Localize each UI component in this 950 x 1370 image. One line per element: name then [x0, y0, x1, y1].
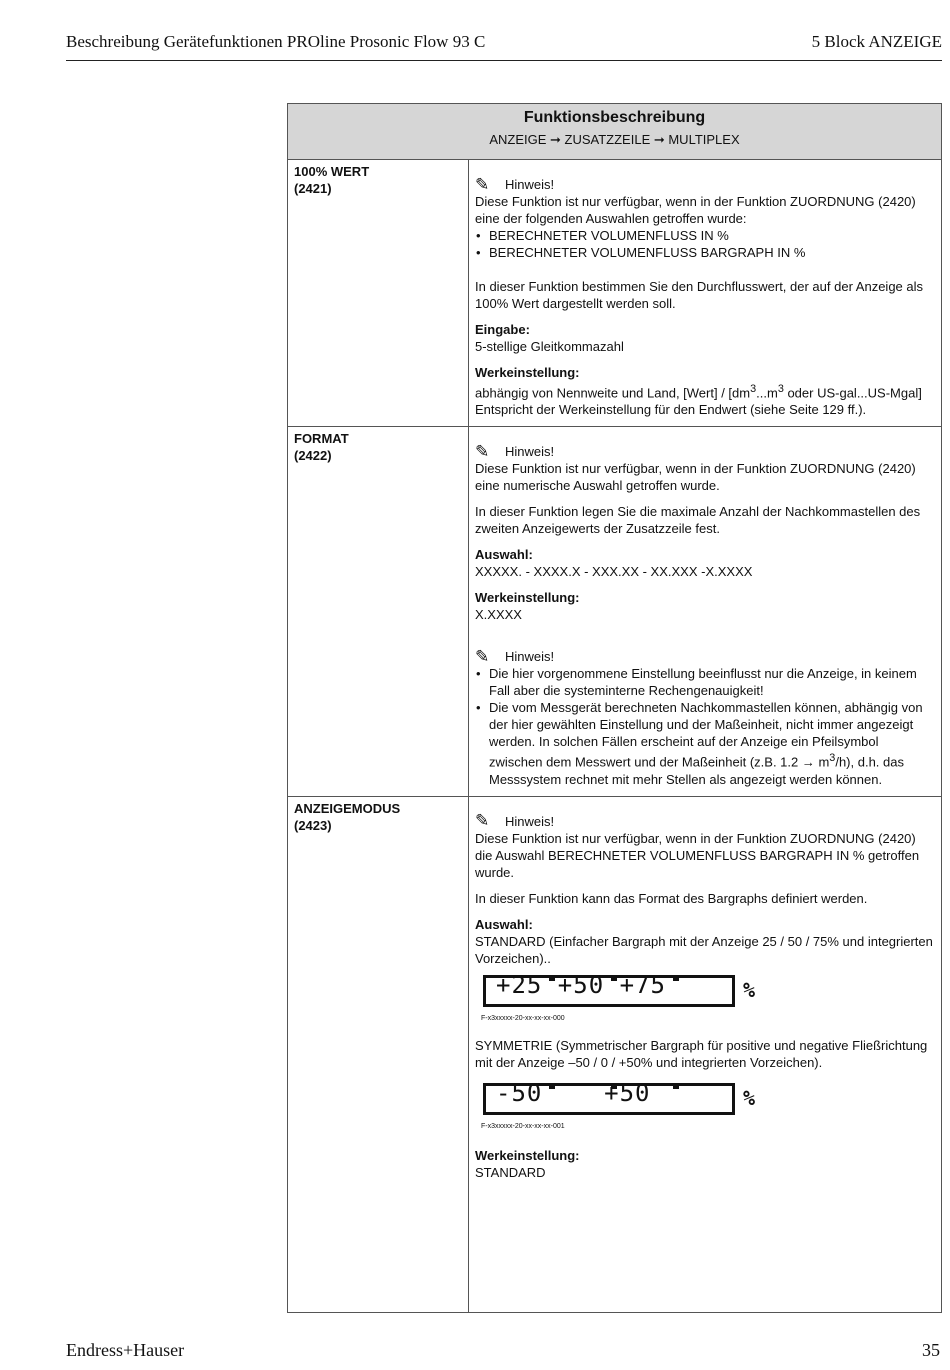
bargraph-symmetry-figure [481, 1078, 935, 1135]
list-item: • BERECHNETER VOLUMENFLUSS BARGRAPH IN % [475, 244, 935, 261]
table-header [288, 104, 942, 160]
pencil-icon: ✎ [475, 441, 490, 461]
hint-heading [475, 443, 935, 460]
function-description-cell [469, 427, 942, 796]
pencil-icon: ✎ [475, 174, 490, 194]
choice-label: Auswahl: [475, 916, 533, 932]
hint-list [475, 665, 935, 787]
lcd-text: +25 +50 +75 [496, 970, 666, 999]
default-value [475, 381, 935, 401]
list-text-part: Die vom Messgerät berechneten Nachkommastellen können, abhängig von der hier gewählten Einstellung und der Maßeinheit, nicht immer angezeigt werden. In solchen Fällen erscheint auf der Anzeige ein Pfeilsymbol zwischen dem Messwert und der Maßeinheit (z.B. 1.2 → m [489, 700, 923, 770]
function-name: FORMAT [294, 431, 349, 447]
function-table [287, 103, 942, 1313]
bargraph-standard-figure [481, 970, 935, 1027]
hint-text: Diese Funktion ist nur verfügbar, wenn in der Funktion ZUORDNUNG (2420) die Auswahl BERECHNETER VOLUMENFLUSS BARGRAPH IN % getroffen wurde. [475, 830, 920, 880]
function-name: 100% WERT [294, 164, 370, 179]
figure-caption: F-x3xxxxx-20-xx-xx-xx-001 [481, 1122, 565, 1130]
lcd-display [483, 1078, 935, 1115]
function-code: (2421) [294, 181, 332, 196]
function-text: In dieser Funktion legen Sie die maximale Anzahl der Nachkommastellen des zweiten Anzeigewerts der Zusatzzeile fest. [475, 504, 921, 537]
function-name: ANZEIGEMODUS [294, 800, 401, 816]
function-description-cell [469, 796, 942, 1312]
default-label: Werkeinstellung: [475, 590, 580, 606]
page-number: 35 [922, 1340, 940, 1360]
table-row [288, 160, 942, 427]
function-code: (2422) [294, 448, 332, 464]
default-note: Entspricht der Werkeinstellung für den Endwert (siehe Seite 129 ff.). [475, 402, 867, 418]
list-item: • Die hier vorgenommene Einstellung beeinflusst nur die Anzeige, in keinem Fall aber die systeminterne Rechengenauigkeit! [475, 665, 935, 699]
lcd-tick [673, 1083, 679, 1089]
lcd-tick [673, 975, 679, 981]
default-value: STANDARD [475, 1164, 546, 1180]
lcd-frame [483, 970, 735, 1007]
default-text-part: ...m [756, 385, 778, 401]
function-code: (2423) [294, 817, 332, 833]
pencil-icon: ✎ [475, 811, 490, 831]
input-value: 5-stellige Gleitkommazahl [475, 339, 624, 354]
figure-caption: F-x3xxxxx-20-xx-xx-xx-000 [481, 1014, 565, 1022]
menu-path: ANZEIGE ➞ ZUSATZZEILE ➞ MULTIPLEX [489, 132, 740, 147]
hint-label: Hinweis! [505, 649, 555, 665]
header-rule [66, 60, 942, 61]
table-row [288, 427, 942, 796]
header-title: Beschreibung Gerätefunktionen PROline Prosonic Flow 93 C [66, 32, 486, 51]
hint-text: Diese Funktion ist nur verfügbar, wenn in der Funktion ZUORDNUNG (2420) eine der folgenden Auswahlen getroffen wurde: [475, 194, 916, 226]
hint-list [475, 227, 935, 261]
lcd-frame [483, 1078, 735, 1115]
default-text-part: abhängig von Nennweite und Land, [Wert] / [dm [475, 385, 751, 401]
lcd-display [483, 970, 935, 1007]
function-description-cell [469, 160, 942, 427]
hint-label: Hinweis! [505, 813, 555, 829]
superscript: 3 [829, 752, 836, 765]
list-item [475, 699, 935, 787]
table-title: Funktionsbeschreibung [523, 109, 706, 126]
function-text: In dieser Funktion bestimmen Sie den Durchflusswert, der auf der Anzeige als 100% Wert dargestellt werden soll. [475, 279, 924, 311]
choice-value: XXXXX. - XXXX.X - XXX.XX - XX.XXX -X.XXXX [475, 564, 753, 580]
superscript: 3 [777, 383, 784, 395]
lcd-percent: % [743, 1086, 756, 1111]
pencil-icon: ✎ [475, 646, 490, 666]
footer-brand: Endress+Hauser [66, 1340, 185, 1360]
hint-label: Hinweis! [505, 444, 555, 460]
default-label: Werkeinstellung: [475, 1147, 580, 1163]
list-text-part: /h), d.h. das Messsystem rechnet mit mehr Stellen als angezeigt werden können. [489, 754, 904, 787]
symmetry-text: SYMMETRIE (Symmetrischer Bargraph für positive und negative Fließrichtung mit der Anzeige –50 / 0 / +50% und integrierten Vorzeichen). [475, 1037, 928, 1070]
table-row [288, 796, 942, 1312]
hint-heading [475, 813, 935, 830]
lcd-percent: % [743, 978, 756, 1003]
choice-value: STANDARD (Einfacher Bargraph mit der Anzeige 25 / 50 / 75% und integrierten Vorzeichen).. [475, 933, 933, 966]
input-label: Eingabe: [475, 322, 530, 337]
superscript: 3 [750, 383, 757, 395]
choice-label: Auswahl: [475, 547, 533, 563]
default-value: X.XXXX [475, 607, 522, 623]
function-text: In dieser Funktion kann das Format des Bargraphs definiert werden. [475, 890, 868, 906]
hint-label: Hinweis! [505, 177, 555, 192]
default-label: Werkeinstellung: [475, 365, 580, 380]
list-item: • BERECHNETER VOLUMENFLUSS IN % [475, 227, 935, 244]
lcd-text: -50 +50 [496, 1078, 651, 1107]
default-text-part: oder US-gal...US-Mgal] [783, 385, 922, 401]
function-name-cell [288, 796, 469, 1312]
hint-text: Diese Funktion ist nur verfügbar, wenn in der Funktion ZUORDNUNG (2420) eine numerische Auswahl getroffen wurde. [475, 461, 916, 494]
hint-heading [475, 176, 935, 193]
function-name-cell [288, 160, 469, 427]
header-section: 5 Block ANZEIGE [811, 32, 942, 51]
function-name-cell [288, 427, 469, 796]
hint-heading [475, 648, 935, 665]
